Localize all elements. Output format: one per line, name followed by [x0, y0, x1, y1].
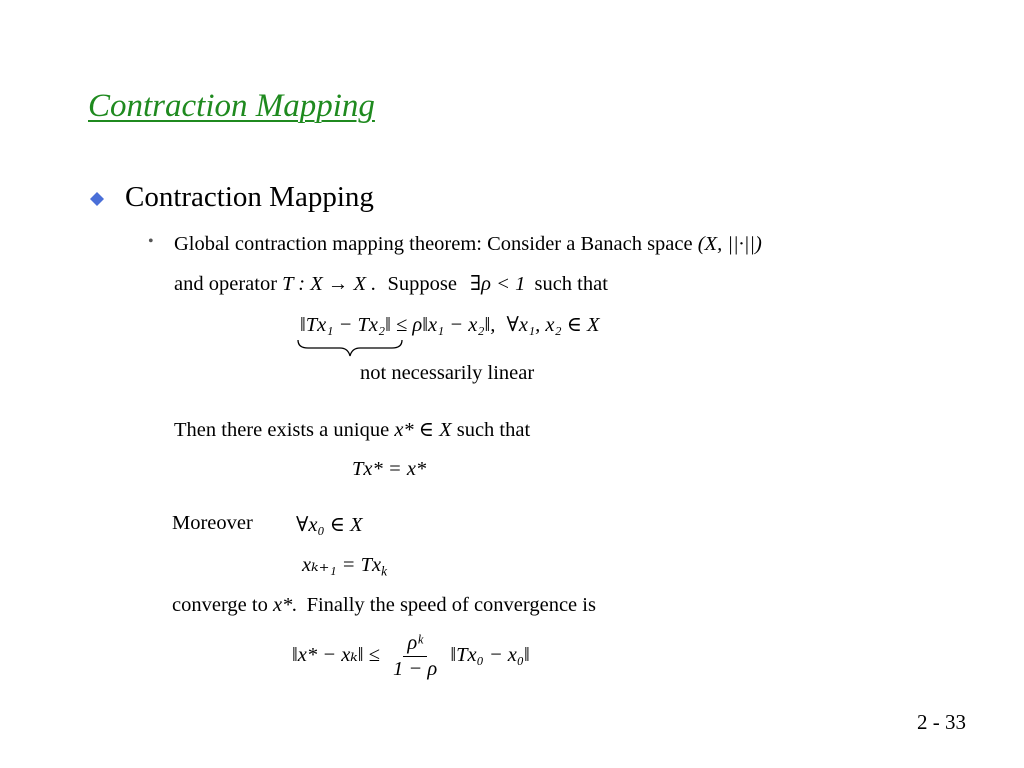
iteration-text: xₖ₊₁ = Tx: [302, 554, 382, 576]
brace-note: not necessarily linear: [360, 362, 535, 384]
converge-math: x*.: [272, 594, 298, 616]
then-math: x* ∈ X: [394, 419, 452, 441]
theorem-intro: Global contraction mapping theorem: Consider a Banach space: [174, 233, 693, 255]
rate-lhs: ‖x* − xₖ‖ ≤: [292, 643, 380, 666]
moreover-math: ∀x₀ ∈ X: [296, 514, 363, 536]
such-that-1: such that: [534, 273, 608, 295]
converge-prefix: converge to: [172, 594, 268, 616]
suppose-word: Suppose: [387, 273, 457, 295]
slide-title: Contraction Mapping: [88, 88, 375, 124]
theorem-intro-line: [174, 233, 762, 256]
such-that-2: such that: [456, 419, 531, 441]
rate-denominator: 1 − ρ: [393, 657, 438, 680]
inequality-quantifier: ∀x₁, x₂ ∈ X: [506, 314, 600, 336]
operator-line: [174, 271, 608, 296]
converge-line: [172, 594, 596, 617]
page-number: 2 - 33: [917, 710, 966, 734]
operator-def: T : X → X .: [282, 273, 377, 295]
rho-condition: ∃ρ < 1: [470, 273, 526, 295]
sub-bullet-dot-icon: •: [148, 233, 154, 250]
main-bullet-text: Contraction Mapping: [125, 181, 374, 213]
converge-suffix: Finally the speed of convergence is: [306, 594, 596, 616]
rate-rhs: ‖Tx₀ − x₀‖: [450, 643, 530, 666]
rate-fraction: [389, 632, 441, 680]
operator-prefix: and operator: [174, 273, 278, 295]
iteration-equation: $x_{k+1} = Tx_k$: [302, 554, 388, 579]
then-prefix: Then there exists a unique: [174, 419, 390, 441]
fixed-point-equation: Tx* = x*: [352, 458, 427, 480]
then-line: [174, 417, 530, 442]
banach-space: (X, ||·||): [697, 233, 762, 255]
contraction-inequality: [300, 312, 600, 337]
underbrace-icon: [296, 338, 404, 360]
inequality-lhs: ‖Tx₁ − Tx₂‖ ≤ ρ‖x₁ − x₂‖,: [300, 314, 496, 336]
diamond-bullet-icon: [90, 192, 104, 206]
rate-numerator: ρᵏ: [403, 632, 427, 657]
moreover-word: Moreover: [172, 512, 253, 534]
convergence-rate-inequality: [292, 632, 530, 680]
